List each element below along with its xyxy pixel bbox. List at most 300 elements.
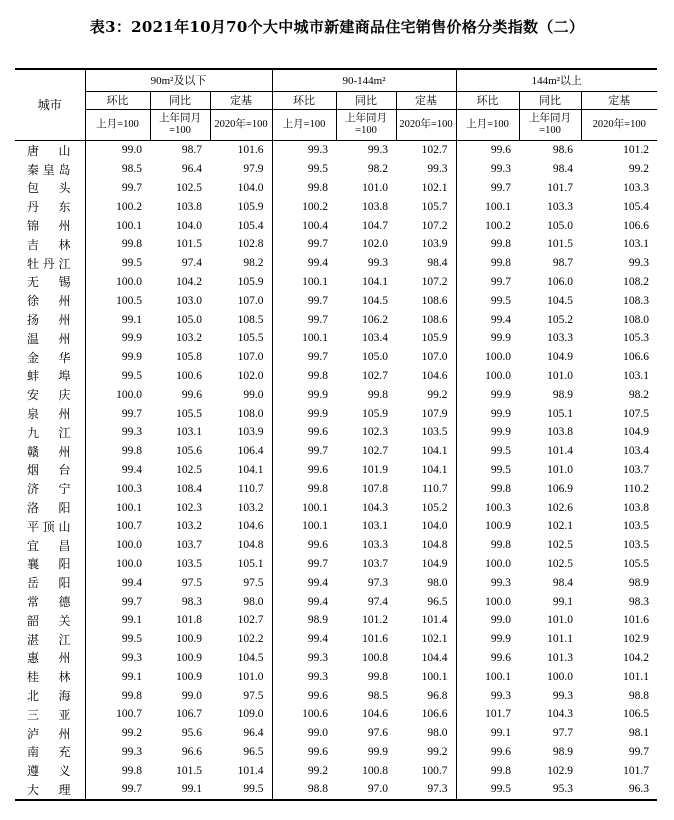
- index-value: 103.8: [176, 200, 202, 213]
- index-value: 100.1: [485, 670, 512, 683]
- index-value: 98.0: [210, 592, 272, 611]
- index-value: 107.5: [623, 407, 650, 420]
- index-value: 104.9: [623, 426, 650, 439]
- index-value: 107.8: [362, 482, 388, 495]
- index-value: 104.5: [547, 294, 574, 307]
- index-value: 99.9: [490, 332, 512, 345]
- table-row: [15, 611, 657, 630]
- index-value: 99.2: [121, 727, 142, 740]
- index-value: 95.3: [519, 780, 581, 800]
- metric-header: 定基: [396, 92, 456, 110]
- index-value: 99.7: [307, 294, 328, 307]
- city-name: 南充: [15, 743, 85, 762]
- index-value: 102.0: [210, 367, 272, 386]
- table-row: [15, 216, 657, 235]
- index-value: 101.5: [176, 764, 202, 777]
- group-header-large: 144m²以上: [456, 69, 657, 92]
- index-value: 98.4: [552, 163, 574, 176]
- city-name: 包头: [15, 179, 85, 198]
- index-value: 103.9: [210, 423, 272, 442]
- index-value: 98.9: [307, 614, 328, 627]
- index-value: 97.3: [396, 780, 456, 800]
- index-value: 101.7: [623, 764, 650, 777]
- index-value: 99.8: [121, 764, 142, 777]
- base-header: 上年同月=100: [150, 110, 210, 141]
- index-value: 105.0: [176, 313, 202, 326]
- index-value: 99.5: [490, 463, 512, 476]
- index-value: 103.7: [623, 463, 650, 476]
- index-value: 103.1: [176, 426, 202, 439]
- index-value: 101.7: [485, 708, 512, 721]
- index-value: 101.0: [547, 614, 574, 627]
- index-value: 103.5: [623, 539, 650, 552]
- table-row: [15, 667, 657, 686]
- index-value: 99.4: [121, 576, 142, 589]
- index-value: 107.2: [396, 273, 456, 292]
- index-value: 104.1: [396, 442, 456, 461]
- index-value: 106.6: [396, 705, 456, 724]
- index-value: 102.2: [210, 630, 272, 649]
- index-value: 99.5: [490, 445, 512, 458]
- index-value: 103.0: [176, 294, 202, 307]
- table-row: [15, 686, 657, 705]
- index-value: 108.6: [396, 310, 456, 329]
- index-value: 99.3: [307, 144, 328, 157]
- index-value: 104.6: [396, 367, 456, 386]
- index-value: 100.1: [302, 275, 328, 288]
- index-value: 99.9: [490, 426, 512, 439]
- table-row: [15, 705, 657, 724]
- index-value: 104.0: [176, 219, 202, 232]
- table-row: [15, 367, 657, 386]
- index-value: 98.5: [121, 163, 142, 176]
- table-row: [15, 555, 657, 574]
- index-value: 104.9: [547, 351, 574, 364]
- index-value: 104.6: [210, 517, 272, 536]
- table-row: [15, 630, 657, 649]
- index-value: 98.9: [628, 576, 650, 589]
- index-value: 99.6: [307, 689, 328, 702]
- index-value: 102.9: [547, 764, 574, 777]
- index-value: 99.8: [490, 482, 512, 495]
- index-value: 96.5: [396, 592, 456, 611]
- index-value: 101.7: [547, 181, 574, 194]
- table-row: [15, 254, 657, 273]
- index-value: 101.8: [176, 614, 202, 627]
- index-value: 99.7: [307, 313, 328, 326]
- index-value: 100.4: [302, 219, 328, 232]
- metric-header: 定基: [581, 92, 657, 110]
- index-value: 99.6: [307, 426, 328, 439]
- base-header: 2020年=100: [581, 110, 657, 141]
- index-value: 100.7: [396, 761, 456, 780]
- table-row: [15, 385, 657, 404]
- index-value: 102.9: [623, 633, 650, 646]
- city-name: 三亚: [15, 705, 85, 724]
- index-value: 103.4: [362, 332, 388, 345]
- metric-header: 同比: [519, 92, 581, 110]
- index-value: 98.1: [628, 727, 650, 740]
- index-value: 99.9: [307, 388, 328, 401]
- city-name: 韶关: [15, 611, 85, 630]
- index-value: 99.5: [121, 257, 142, 270]
- index-value: 104.2: [623, 651, 650, 664]
- table-row: [15, 273, 657, 292]
- index-value: 97.3: [367, 576, 388, 589]
- index-value: 96.6: [181, 745, 202, 758]
- base-header: 2020年=100: [396, 110, 456, 141]
- index-value: 99.2: [628, 163, 650, 176]
- index-value: 99.7: [121, 407, 142, 420]
- index-value: 99.1: [121, 313, 142, 326]
- index-value: 104.1: [210, 461, 272, 480]
- table-row: [15, 404, 657, 423]
- index-value: 104.5: [362, 294, 388, 307]
- index-value: 102.1: [396, 179, 456, 198]
- city-name: 大理: [15, 780, 85, 800]
- index-value: 98.3: [181, 595, 202, 608]
- index-value: 99.0: [121, 144, 142, 157]
- index-value: 99.3: [121, 745, 142, 758]
- index-value: 99.4: [307, 595, 328, 608]
- index-value: 106.2: [362, 313, 388, 326]
- index-value: 99.3: [628, 257, 650, 270]
- index-value: 103.8: [547, 426, 574, 439]
- index-value: 99.9: [121, 332, 142, 345]
- index-value: 101.0: [362, 181, 388, 194]
- index-value: 99.6: [307, 463, 328, 476]
- index-value: 101.9: [362, 463, 388, 476]
- index-value: 105.9: [396, 329, 456, 348]
- city-name: 宜昌: [15, 536, 85, 555]
- price-index-table: [15, 68, 657, 801]
- index-value: 100.1: [302, 501, 328, 514]
- table-row: [15, 179, 657, 198]
- index-value: 99.6: [181, 388, 202, 401]
- index-value: 100.6: [176, 369, 202, 382]
- city-name: 泉州: [15, 404, 85, 423]
- index-value: 100.5: [116, 294, 142, 307]
- index-value: 98.8: [272, 780, 336, 800]
- city-name: 蚌埠: [15, 367, 85, 386]
- index-value: 95.6: [181, 727, 202, 740]
- index-value: 99.6: [490, 651, 512, 664]
- index-value: 106.7: [176, 708, 202, 721]
- index-value: 99.1: [150, 780, 210, 800]
- index-value: 103.2: [176, 332, 202, 345]
- index-value: 101.0: [210, 667, 272, 686]
- index-value: 102.5: [176, 181, 202, 194]
- city-name: 襄阳: [15, 555, 85, 574]
- index-value: 103.9: [396, 235, 456, 254]
- index-value: 104.8: [210, 536, 272, 555]
- index-value: 103.1: [623, 238, 650, 251]
- index-value: 108.6: [396, 291, 456, 310]
- city-name: 徐州: [15, 291, 85, 310]
- city-name: 丹东: [15, 197, 85, 216]
- index-value: 100.0: [116, 275, 142, 288]
- metric-header: 环比: [272, 92, 336, 110]
- table-row: [15, 310, 657, 329]
- index-value: 101.2: [623, 144, 650, 157]
- base-header: 上月=100: [456, 110, 519, 141]
- index-value: 100.0: [547, 670, 574, 683]
- index-value: 99.3: [396, 160, 456, 179]
- index-value: 99.3: [490, 576, 512, 589]
- index-value: 99.0: [181, 689, 202, 702]
- index-value: 97.0: [336, 780, 396, 800]
- city-name: 秦皇岛: [15, 160, 85, 179]
- index-value: 99.7: [307, 557, 328, 570]
- index-value: 102.1: [396, 630, 456, 649]
- index-value: 104.1: [362, 275, 388, 288]
- index-value: 101.2: [362, 614, 388, 627]
- table-row: [15, 592, 657, 611]
- index-value: 104.8: [396, 536, 456, 555]
- table-row: [15, 743, 657, 762]
- index-value: 102.6: [547, 501, 574, 514]
- index-value: 100.3: [116, 482, 142, 495]
- index-value: 108.0: [623, 313, 650, 326]
- index-value: 105.4: [623, 200, 650, 213]
- index-value: 99.9: [490, 388, 512, 401]
- index-value: 98.7: [181, 144, 202, 157]
- index-value: 97.6: [367, 727, 388, 740]
- index-value: 99.8: [490, 238, 512, 251]
- city-name: 济宁: [15, 479, 85, 498]
- index-value: 108.3: [623, 294, 650, 307]
- base-header: 上年同月=100: [519, 110, 581, 141]
- index-value: 100.1: [485, 200, 512, 213]
- index-value: 99.8: [121, 445, 142, 458]
- index-value: 99.3: [552, 689, 574, 702]
- index-value: 103.3: [547, 332, 574, 345]
- index-value: 100.9: [176, 670, 202, 683]
- index-value: 100.0: [116, 388, 142, 401]
- index-value: 102.7: [396, 141, 456, 160]
- index-value: 99.8: [367, 670, 388, 683]
- index-value: 99.7: [307, 238, 328, 251]
- city-name: 安庆: [15, 385, 85, 404]
- metric-header: 同比: [150, 92, 210, 110]
- index-value: 99.8: [490, 539, 512, 552]
- index-value: 103.1: [362, 520, 388, 533]
- index-value: 105.2: [396, 498, 456, 517]
- city-name: 赣州: [15, 442, 85, 461]
- index-value: 100.8: [362, 651, 388, 664]
- index-value: 96.4: [210, 724, 272, 743]
- table-row: [15, 498, 657, 517]
- index-value: 105.9: [210, 197, 272, 216]
- index-value: 99.5: [121, 633, 142, 646]
- index-value: 98.4: [396, 254, 456, 273]
- index-value: 101.6: [210, 141, 272, 160]
- index-value: 99.8: [121, 689, 142, 702]
- index-value: 99.8: [367, 388, 388, 401]
- index-value: 99.4: [307, 257, 328, 270]
- index-value: 106.6: [623, 351, 650, 364]
- index-value: 102.5: [547, 557, 574, 570]
- index-value: 99.7: [121, 181, 142, 194]
- table-row: [15, 724, 657, 743]
- index-value: 98.3: [628, 595, 650, 608]
- index-value: 99.6: [307, 539, 328, 552]
- index-value: 105.1: [210, 555, 272, 574]
- index-value: 104.5: [210, 649, 272, 668]
- index-value: 104.4: [396, 649, 456, 668]
- index-value: 97.9: [210, 160, 272, 179]
- index-value: 99.7: [490, 181, 512, 194]
- index-value: 104.0: [210, 179, 272, 198]
- index-value: 99.3: [121, 426, 142, 439]
- index-value: 102.7: [362, 369, 388, 382]
- index-value: 101.1: [547, 633, 574, 646]
- index-value: 99.6: [490, 745, 512, 758]
- index-value: 99.9: [367, 745, 388, 758]
- index-value: 109.0: [210, 705, 272, 724]
- index-value: 100.3: [485, 501, 512, 514]
- city-name: 桂林: [15, 667, 85, 686]
- index-value: 97.5: [210, 573, 272, 592]
- index-value: 100.8: [362, 764, 388, 777]
- index-value: 106.4: [210, 442, 272, 461]
- index-value: 103.5: [176, 557, 202, 570]
- index-value: 105.8: [176, 351, 202, 364]
- index-value: 103.8: [362, 200, 388, 213]
- index-value: 106.0: [547, 275, 574, 288]
- index-value: 105.1: [547, 407, 574, 420]
- base-header: 2020年=100: [210, 110, 272, 141]
- index-value: 108.0: [210, 404, 272, 423]
- city-name: 金华: [15, 348, 85, 367]
- index-value: 103.4: [623, 445, 650, 458]
- index-value: 100.0: [116, 557, 142, 570]
- index-value: 99.5: [456, 780, 519, 800]
- index-value: 97.4: [367, 595, 388, 608]
- index-value: 99.7: [307, 351, 328, 364]
- city-name: 烟台: [15, 461, 85, 480]
- index-value: 99.4: [307, 633, 328, 646]
- index-value: 105.0: [547, 219, 574, 232]
- index-value: 104.6: [362, 708, 388, 721]
- index-value: 98.9: [552, 388, 574, 401]
- index-value: 99.8: [490, 764, 512, 777]
- index-value: 105.4: [210, 216, 272, 235]
- index-value: 98.2: [367, 163, 388, 176]
- index-value: 101.6: [623, 614, 650, 627]
- table-row: [15, 536, 657, 555]
- city-name: 唐山: [15, 141, 85, 160]
- index-value: 103.2: [176, 520, 202, 533]
- index-value: 103.1: [623, 369, 650, 382]
- index-value: 105.5: [623, 557, 650, 570]
- index-value: 105.5: [210, 329, 272, 348]
- index-value: 104.2: [176, 275, 202, 288]
- index-value: 100.7: [116, 520, 142, 533]
- index-value: 99.3: [367, 144, 388, 157]
- index-value: 99.2: [396, 743, 456, 762]
- index-value: 99.5: [490, 294, 512, 307]
- index-value: 99.6: [307, 745, 328, 758]
- index-value: 100.1: [396, 667, 456, 686]
- index-value: 99.8: [307, 482, 328, 495]
- index-value: 103.3: [547, 200, 574, 213]
- index-value: 100.1: [302, 520, 328, 533]
- index-value: 100.2: [485, 219, 512, 232]
- index-value: 99.0: [307, 727, 328, 740]
- index-value: 102.7: [362, 445, 388, 458]
- city-name: 牡丹江: [15, 254, 85, 273]
- city-name: 温州: [15, 329, 85, 348]
- table-row: [15, 348, 657, 367]
- table-row: [15, 160, 657, 179]
- city-name: 岳阳: [15, 573, 85, 592]
- index-value: 100.1: [116, 219, 142, 232]
- index-value: 103.5: [623, 520, 650, 533]
- index-value: 101.5: [547, 238, 574, 251]
- city-name: 吉林: [15, 235, 85, 254]
- index-value: 99.7: [85, 780, 150, 800]
- index-value: 105.9: [210, 273, 272, 292]
- index-value: 107.0: [210, 348, 272, 367]
- index-value: 105.9: [362, 407, 388, 420]
- index-value: 104.3: [362, 501, 388, 514]
- index-value: 99.3: [121, 651, 142, 664]
- table-row: [15, 423, 657, 442]
- index-value: 98.0: [396, 573, 456, 592]
- index-value: 101.4: [396, 611, 456, 630]
- index-value: 96.8: [396, 686, 456, 705]
- index-value: 104.0: [396, 517, 456, 536]
- index-value: 99.1: [552, 595, 574, 608]
- index-value: 97.7: [552, 727, 574, 740]
- index-value: 99.4: [307, 576, 328, 589]
- index-value: 108.5: [210, 310, 272, 329]
- table-row: [15, 461, 657, 480]
- index-value: 98.7: [552, 257, 574, 270]
- index-value: 102.7: [210, 611, 272, 630]
- index-value: 103.3: [623, 181, 650, 194]
- metric-header: 环比: [456, 92, 519, 110]
- index-value: 99.3: [307, 670, 328, 683]
- city-name: 北海: [15, 686, 85, 705]
- city-name: 九江: [15, 423, 85, 442]
- index-value: 99.8: [121, 238, 142, 251]
- index-value: 98.8: [628, 689, 650, 702]
- index-value: 99.9: [121, 351, 142, 364]
- index-value: 103.2: [210, 498, 272, 517]
- table-row: [15, 761, 657, 780]
- index-value: 101.1: [623, 670, 650, 683]
- index-value: 96.5: [210, 743, 272, 762]
- index-value: 100.9: [485, 520, 512, 533]
- index-value: 105.0: [362, 351, 388, 364]
- index-value: 99.4: [490, 313, 512, 326]
- index-value: 99.9: [307, 407, 328, 420]
- table-row: [15, 649, 657, 668]
- index-value: 105.3: [623, 332, 650, 345]
- city-name: 扬州: [15, 310, 85, 329]
- index-value: 96.4: [181, 163, 202, 176]
- index-value: 102.0: [362, 238, 388, 251]
- index-value: 99.7: [628, 745, 650, 758]
- base-header: 上月=100: [85, 110, 150, 141]
- city-name: 湛江: [15, 630, 85, 649]
- city-name: 无锡: [15, 273, 85, 292]
- index-value: 102.5: [176, 463, 202, 476]
- index-value: 104.9: [396, 555, 456, 574]
- index-value: 108.4: [176, 482, 202, 495]
